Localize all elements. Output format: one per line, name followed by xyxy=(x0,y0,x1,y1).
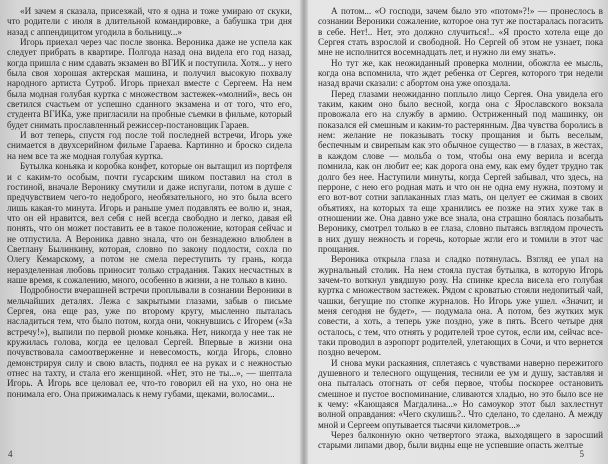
paragraph: Подробности вчерашней встречи проплывали в сознании Вероники в мельчайших деталях. Лежа с закрытыми глазами, забыв о письме Сергея, она еще раз, уже по второму кругу, мысленно пыталась насладиться тем, что было потом, когда они, чокнувшись с Игорем («За встречу!»), выпили по первой рюмке коньяка. Нет, никогда у нее так не кружилась голова, когда ее целовал Сергей. Впервые в жизни она почувствовала самоотверженне и невесомость, когда Игорь, словно демонстрируя силу и свою власть, поднял ее на руках и с нежностью отнес на тахту, и стала его женщиной. «Нет, это не ты...», — шептала Игорь. А Игорь все целовал ее, что-то говорил ей на ухо, но она не понимала его. Она прижималась к нему губами, щеками, волосами... xyxy=(7,285,292,399)
paragraph: Вероника открыла глаза и сладко потянулась. Взгляд ее упал на журнальный столик. На нем стояла пустая бутылка, в которую Игорь зачем-то воткнул увядшую розу. На спинке кресла висела его голубая куртка с множеством застежек. Рядом с кроватью стояли недопитый чай, чашки, бегущие по стопке журналов. Но Игорь уже ушел. «Значит, и меня сегодня не будет», — подумала она. А потом, без жутких мук совести, а хоть, а теперь уже поздно, уже в пять. Всего четыре дня осталось, с тем, что отнять у родителей трое суток, если им, сейчас все-таки проводил в аэропорт родителей, улетающих в Сочи, и что вернется поздно вечером. xyxy=(318,254,603,358)
paragraph: Но тут же, как неожиданный проверка молнии, обожгла ее мысль, когда она вспомнила, что ждет ребенка от Сергея, которого три недели назад врачи сказали: с абортом она уже опоздала. xyxy=(318,57,603,89)
page-number: 5 xyxy=(579,449,584,459)
paragraph: Бутылка коньяка и коробка конфет, которые он вытащил из портфеля и с каким-то особым, почти гусарским шиком поставил на стол в гостиной, вначале Веронику смутили и даже испугали, потом в душе с предчувствием чего-то недоброго, необязательного, но это была всего лишь какая-то минута. Игорь и раньше умел подавлять ее волю и, зная, что он ей нравится, вел себя с ней всегда свободно и легко, давая ей понять, что он может поставить ее в такое положение, которая сейчас и не отпустила. А Вероника давно знала, что он безнадежно влюблен в Светлану Былинкину, которая, словно по закону подлости, сохла по Олегу Кемарскому, а потом не смела переступить ту грань, когда неразделенная любовь приносит только страдания. Таких несчастных в наше время, к сожалению, много, особенно в жизни, а не только в кино. xyxy=(7,161,292,285)
paragraph: Через балконную окно четвертого этажа, выходящего в заросший старыми липами двор, были видны еще не успевшие опасть желтые xyxy=(318,430,603,451)
paragraph: Игорь приехал через час после звонка. Вероника даже не успела как следует прибрать в квартире. Полгода назад она видела его год назад, когда пришла с ним сдавать экзамен во ВГИК и поступила. Хотя... у него была своя хорошая актерская машина, и получил высокую похвалу народного артиста Сутроб. Игорь приехал вместе с Сергеем. На нем была модная голубая куртка с множеством застежек-«молний», весь он светился счастьем от успешно сданного экзамена и от того, что его, студента ВГИКа, уже пригласили на пробные съемки в фильме, который будет снимать прославленный режиссер-постановщик Гараев. xyxy=(7,37,292,130)
right-page xyxy=(306,0,608,464)
paragraph: «И зачем я сказала, присезжай, что я одна и тоже умираю от скуки, что родители с июля в длительной командировке, а бабушка три дня назад с аппендицитом угодила в больницу...» xyxy=(7,6,292,37)
paragraph: И вот теперь, спустя год после той последней встречи, Игорь уже снимается в двухсерийном фильме Гараева. Картинно и броско сидела на нем все та же модная голубая куртка. xyxy=(7,130,292,161)
page-number: 4 xyxy=(8,449,13,459)
left-page xyxy=(0,0,302,464)
left-page-text xyxy=(7,6,292,399)
paragraph: А потом... «О господи, зачем было это «потом»?!» — пронеслось в сознании Вероники сожаление, которое она тут же постаралась погасить в себе. Нет!.. Нет, это должно случиться!.. «Я просто хотела еще до Сергея стать взрослой и свободной. Но Сергей об этом не узнает, пока мне не исполнится восемнадцать лет, и нужно ли ему знать». xyxy=(318,6,603,58)
right-page-text xyxy=(318,6,603,451)
paragraph: Перед глазами неожиданно поплыло лицо Сергея. Она увидела его таким, каким оно было весной, когда она с Ярославского вокзала провожала его на службу в армию. Остриженный под машинку, он показался ей смешным и каким-то растерянным. Два чувства боролись в нем: желание не показывать тоску прощания и быть веселым, беспечным и свирепым как это обычное существо — в глазах, в жестах, в каждом слове — мольба о том, чтобы она ему верила и всегда помнила, как он любит ее; как дорога она ему, как ему будет трудно так долго без нее. Наступили минуты, когда Сергей забывал, что здесь, на перроне, с нею его родная мать и что он не одна ему нужна, поэтому и его вот-вот сотни заплаканных глаз мать, он целует ее сжимая в своих объятиях, на которых та еще хранились ее позже на этих хуже так в отношении же. Она давно уже все знала, она страшно боялась позабыть Веронику, смотрел только в ее глаза, словно пытаясь взглядом прочесть в них душу нежность и горечь, которые жгли его и томили в этот час прощания. xyxy=(318,88,603,254)
paragraph: И снова муки раскаяния, сплетаясь с чувствами наверно пережитого душевного и телесного ощущения, теснили ее ум и душу, заставляя и она пыталась отогнать от себя первое, чтобы поскорее остановить смешное и пустое воспоминание, сливаются хладью, но это было все не к чему: «Кающаяся Магдалина...» Но самоукор этот был захлестнут волной оправдания: «Чего скулишь?.. Что сделано, то сделано. А между мной и Сергеем опутывается тысячи километров...» xyxy=(318,357,603,430)
